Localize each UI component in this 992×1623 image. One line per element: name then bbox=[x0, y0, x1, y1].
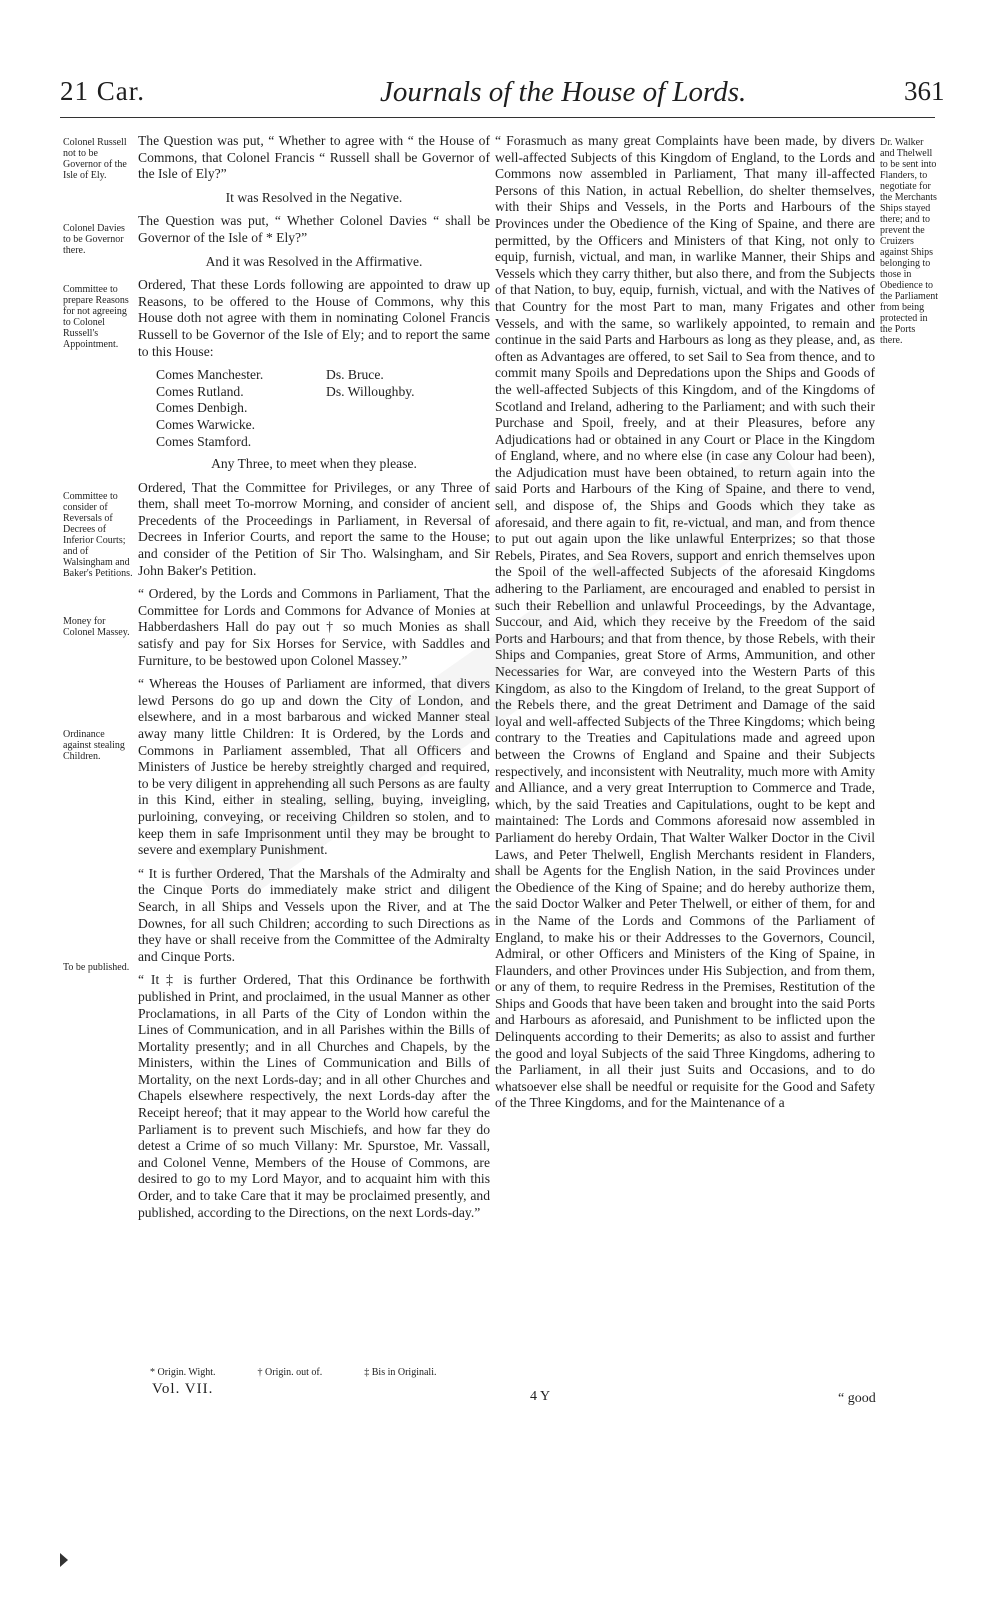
margin-note: Committee to consider of Reversals of Decrees of Inferior Courts; and of Walsingham and Baker's Petitions. bbox=[63, 491, 133, 579]
lords-list bbox=[156, 367, 490, 450]
volume-label: Vol. VII. bbox=[152, 1381, 214, 1397]
running-head-left: 21 Car. bbox=[60, 76, 145, 106]
paragraph: “ Ordered, by the Lords and Commons in Parliament, That the Committee for Lords and Commons for Advance of Monies at Habberdashers Hall do pay out † so much Monies as shall satisfy and pay for Six Horses for Service, with Saddles and Furniture, to be bestowed upon Colonel Massey.” bbox=[138, 586, 490, 668]
right-column bbox=[495, 133, 875, 1119]
resolution: It was Resolved in the Negative. bbox=[225, 189, 403, 205]
paragraph: The Question was put, “ Whether to agree with “ the House of Commons, that Colonel Francis “ Russell shall be Governor of the Isle of Ely?” bbox=[138, 133, 490, 182]
footnotes bbox=[150, 1367, 436, 1378]
signature-mark: 4 Y bbox=[530, 1389, 551, 1404]
header-rule bbox=[60, 117, 935, 118]
paragraph: “ Forasmuch as many great Complaints have been made, by divers well-affected Subjects of this Kingdom of England, to the Lords and Commons now assembled in Parliament, That many ill-affected Persons of this Nation, in actual Rebellion, do shelter themselves, with their Ships and Vessels, in the Ports and Harbours of the Provinces under the Obedience of the King of Spaine, and there are permitted, by the Officers and Ministers of that King, not only to equip, furnish, victual, and man, in warlike Manner, their Ships and Vessels which they carry thither, but also there, and from the Subjects of that Nation, to buy, equip, furnish, victual, and with the Natives of that Country for the most Part to man, many Frigates and other Vessels, and with the same, so warlikely appointed, to remain and continue in the said Parts and Harbours as long as they please, and, as often as Advantages are offered, to set Sail to Sea from thence, and to commit many Spoils and Depredations upon the Ships and Goods of the well-affected Subjects of this Kingdom, and of the Kingdoms of Scotland and Ireland, adhering to the Parliament; and with such their Purchase and Spoil, freely, and at their Pleasures, before any Adjudications had or obtained in any Court or Place in the Kingdom of England, where, and no where else (in case any Colour had been), the Adjudication must have been obtained, to return again into the said Ports and Harbours of the King of Spaine, and there to vend, sell, and dispose of, the Ships and Goods which they take as aforesaid, and there again to fit, re-victual, and man, and from thence to put out again upon the like unlawful Enterprizes; so that those Rebels, Pirates, and Sea Rovers, support and enrich themselves upon the Spoil of the well-affected Subjects of the aforesaid Kingdoms adhering to the Parliament, are encouraged and enabled to persist in such their Rebellion and unlawful Proceedings, by the Advantage, Succour, and Aid, which they receive by the Freedom of the said Ports and Harbours; and that from thence, by those Rebels, with their Ships and Companies, great Store of Arms, Ammunition, and other Necessaries for War, are conveyed into the Western Parts of this Kingdom, as also to the Kingdom of Ireland, to the great Support of the Rebels there, and the great Detriment and Damage of the said loyal and well-affected Subjects of the Three Kingdoms; which being contrary to the Treaties and Capitulations made and agreed upon between the Crowns of England and Spaine and their Subjects respectively, and inconsistent with Neutrality, much more with Amity and Alliance, and a very great Interruption to Commerce and Trade, which, by the said Treaties and Capitulations, ought to be kept and maintained: The Lords and Commons aforesaid now assembled in Parliament do hereby Ordain, That Walter Walker Doctor in the Civil Laws, and Peter Thelwell, English Merchants resident in Flanders, shall be Agents for the English Nation, in the said Provinces under the Obedience of the King of Spaine; and do hereby authorize them, the said Doctor Walker and Peter Thelwell, or either of them, for and in the Name of the Lords and Commons of the Parliament of England, to make his or their Addresses to the Governors, Council, Admiral, or other Officers and Ministers of the King of Spaine, in Flaunders, and other Provinces under His Subjection, and from them, or any of them, to require Redress in the Premises, Restitution of the Ships and Goods that have been taken and brought into the said Ports and Harbours as aforesaid, and Punishment to be inflicted upon the Delinquents according to their Demerits; as also to assist and further the good and loyal Subjects of the said Three Kingdoms, adhering to the Parliament, in all their just Suits and Occasions, and to do whatsoever else shall be needful or requisite for the Good and Safety of the Three Kingdoms, and for the Maintenance of a bbox=[495, 133, 875, 1111]
resolution: And it was Resolved in the Affirmative. bbox=[205, 253, 423, 269]
paragraph: “ Whereas the Houses of Parliament are informed, that divers lewd Persons do go up and down the City of London, and elsewhere, and in a most barbarous and wicked Manner steal away many little Children: It is Ordered, by the Lords and Commons in Parliament assembled, That all Officers and Ministers of Justice be hereby streightly charged and required, to be very diligent in apprehending all such Persons as are faulty in this Kind, either in stealing, selling, buying, inveigling, purloining, conveying, or receiving Children so stolen, and to keep them in safe Imprisonment until they may be brought to severe and exemplary Punishment. bbox=[138, 676, 490, 858]
footnote: ‡ Bis in Originali. bbox=[364, 1367, 437, 1378]
page-marker-icon bbox=[60, 1553, 68, 1567]
lord-name: Comes Manchester. bbox=[156, 367, 264, 383]
left-column bbox=[138, 133, 490, 1228]
paragraph: Ordered, That the Committee for Privileges, or any Three of them, shall meet To-morrow Morning, and consider of ancient Precedents of the Proceedings in Parliament, in Reversal of Decrees in Inferior Courts, and report the same to the House; and consider of the Petition of Sir Tho. Walsingham, and Sir John Baker's Petition. bbox=[138, 479, 490, 578]
footnote: † Origin. out of. bbox=[257, 1367, 323, 1378]
footnote: * Origin. Wight. bbox=[150, 1367, 216, 1378]
lord-name: Ds. Willoughby. bbox=[326, 383, 415, 399]
running-title: Journals of the House of Lords. bbox=[380, 76, 747, 108]
margin-note: To be published. bbox=[63, 962, 130, 973]
lord-name: Comes Stamford. bbox=[156, 433, 252, 449]
paragraph: Ordered, That these Lords following are appointed to draw up Reasons, to be offered to the House of Commons, why this House doth not agree with them in nominating Colonel Francis Russell to be Governor of the Isle of Ely; and to report the same to this House: bbox=[138, 277, 490, 359]
margin-note: Colonel Russell not to be Governor of the Isle of Ely. bbox=[63, 137, 127, 181]
margin-note: Colonel Davies to be Governor there. bbox=[63, 223, 125, 256]
lord-name: Comes Rutland. bbox=[156, 383, 244, 399]
paragraph: The Question was put, “ Whether Colonel Davies “ shall be Governor of the Isle of * Ely?” bbox=[138, 213, 490, 245]
margin-note: Money for Colonel Massey. bbox=[63, 616, 130, 638]
lord-name: Ds. Bruce. bbox=[326, 367, 384, 383]
page-number: 361 bbox=[904, 76, 945, 106]
margin-note: Committee to prepare Reasons for not agreeing to Colonel Russell's Appointment. bbox=[63, 284, 129, 350]
lord-name: Comes Warwicke. bbox=[156, 416, 256, 432]
paragraph: “ It is further Ordered, That the Marshals of the Admiralty and the Cinque Ports do immediately make strict and diligent Search, in all Ships and Vessels upon the River, and at The Downes, for all such Children; according to such Directions as they have or shall receive from the Committee of the Admiralty and Cinque Ports. bbox=[138, 865, 490, 964]
quorum-note: Any Three, to meet when they please. bbox=[211, 456, 417, 472]
margin-note-right: Dr. Walker and Thelwell to be sent into Flanders, to negotiate for the Merchants Ships stayed there; and to prevent the Cruizers against Ships belonging to those in Obedience to the Parliament from being protected in the Ports there. bbox=[880, 137, 939, 346]
catchword: “ good bbox=[838, 1391, 876, 1406]
margin-note: Ordinance against stealing Children. bbox=[63, 729, 125, 762]
lord-name: Comes Denbigh. bbox=[156, 400, 248, 416]
paragraph: “ It ‡ is further Ordered, That this Ordinance be forthwith published in Print, and proclaimed, in the usual Manner as other Proclamations, in all Parts of the City of London within the Lines of Communication, and in all Parishes within the Bills of Mortality presently; and in all Churches and Chapels, by the Ministers, within the Lines of Communication and Bills of Mortality, on the next Lords-day; and in all other Churches and Chapels elsewhere respectively, the next Lords-day after the Receipt hereof; that it may appear to the World how careful the Parliament is to prevent such Mischiefs, and how far they do detest a Crime of so much Villany: Mr. Spurstoe, Mr. Vassall, and Colonel Venne, Members of the House of Commons, are desired to go to my Lord Mayor, and to acquaint him with this Order, and to take Care that it may be proclaimed presently, and published, according to the Directions, on the next Lords-day.” bbox=[138, 972, 490, 1220]
